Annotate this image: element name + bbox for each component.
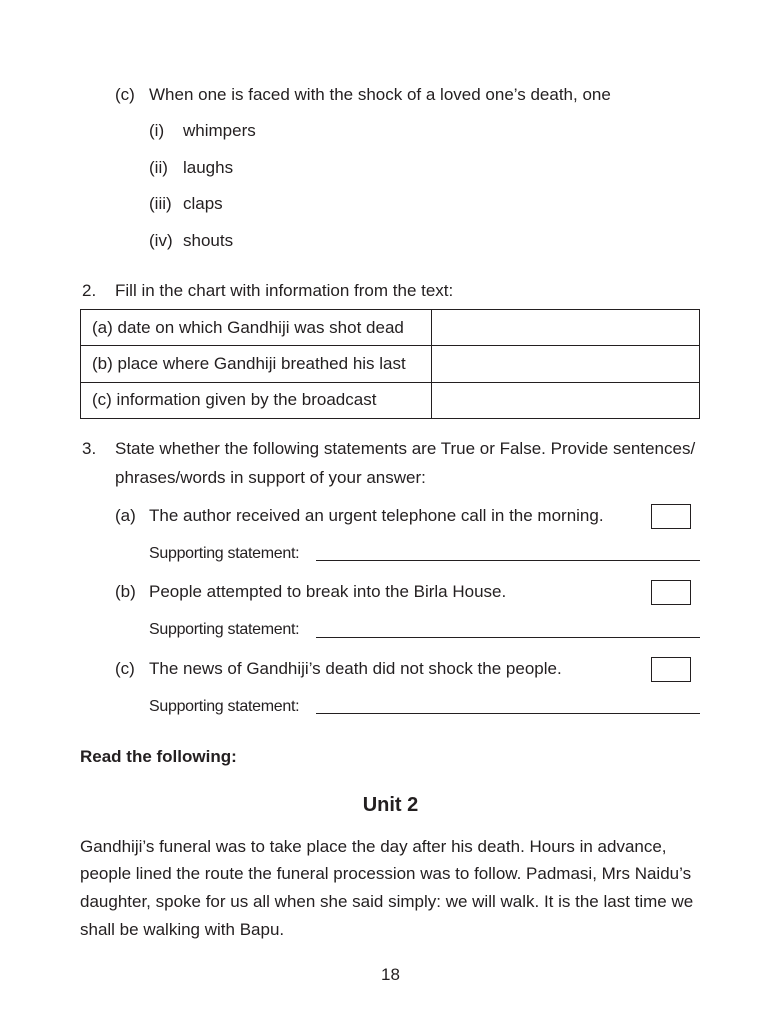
- chart-row-label: (b) place where Gandhiji breathed his last: [81, 346, 432, 382]
- question-text-line: State whether the following statements are True or False. Provide sentences/: [115, 439, 696, 458]
- option-number: (i): [149, 121, 165, 140]
- chart-answer-cell[interactable]: [432, 310, 700, 346]
- chart-row-label: (c) information given by the broadcast: [81, 382, 432, 418]
- question-number: 3.: [82, 439, 97, 458]
- chart-row-label: (a) date on which Gandhiji was shot dead: [81, 310, 432, 346]
- passage-line: shall be walking with Bapu.: [80, 920, 285, 939]
- chart-answer-cell[interactable]: [432, 346, 700, 382]
- answer-line[interactable]: [316, 637, 700, 638]
- supporting-statement-label: Supporting statement:: [149, 698, 300, 715]
- option-number: (iv): [149, 231, 173, 250]
- chart-row: [81, 346, 700, 382]
- answer-line[interactable]: [316, 713, 700, 714]
- question-text: When one is faced with the shock of a loved one’s death, one: [149, 85, 611, 104]
- question-number: 2.: [82, 281, 97, 300]
- option-text: laughs: [183, 158, 234, 177]
- info-chart: [80, 309, 700, 419]
- true-false-box[interactable]: [651, 657, 691, 682]
- statement-text: The news of Gandhiji’s death did not shock the people.: [149, 659, 562, 678]
- unit-title: Unit 2: [362, 794, 419, 816]
- passage-line: people lined the route the funeral procession was to follow. Padmasi, Mrs Naidu’s: [80, 864, 692, 883]
- supporting-statement-label: Supporting statement:: [149, 545, 300, 562]
- passage-line: Gandhiji’s funeral was to take place the day after his death. Hours in advance,: [80, 837, 667, 856]
- question-text-line: phrases/words in support of your answer:: [115, 468, 426, 487]
- statement-number: (c): [115, 659, 135, 678]
- page-number: 18: [381, 965, 400, 984]
- option-text: claps: [183, 194, 223, 213]
- chart-row: [81, 382, 700, 418]
- supporting-statement-label: Supporting statement:: [149, 621, 300, 638]
- passage-line: daughter, spoke for us all when she said simply: we will walk. It is the last time we: [80, 892, 694, 911]
- option-text: shouts: [183, 231, 234, 250]
- statement-text: The author received an urgent telephone call in the morning.: [149, 506, 604, 525]
- option-number: (ii): [149, 158, 168, 177]
- statement-text: People attempted to break into the Birla House.: [149, 582, 507, 601]
- question-number: (c): [115, 85, 135, 104]
- answer-line[interactable]: [316, 560, 700, 561]
- option-number: (iii): [149, 194, 172, 213]
- true-false-box[interactable]: [651, 580, 691, 605]
- statement-number: (b): [115, 582, 136, 601]
- true-false-box[interactable]: [651, 504, 691, 529]
- option-text: whimpers: [183, 121, 256, 140]
- statement-number: (a): [115, 506, 136, 525]
- question-text: Fill in the chart with information from the text:: [115, 281, 454, 300]
- section-heading: Read the following:: [80, 747, 237, 766]
- chart-row: [81, 310, 700, 346]
- chart-answer-cell[interactable]: [432, 382, 700, 418]
